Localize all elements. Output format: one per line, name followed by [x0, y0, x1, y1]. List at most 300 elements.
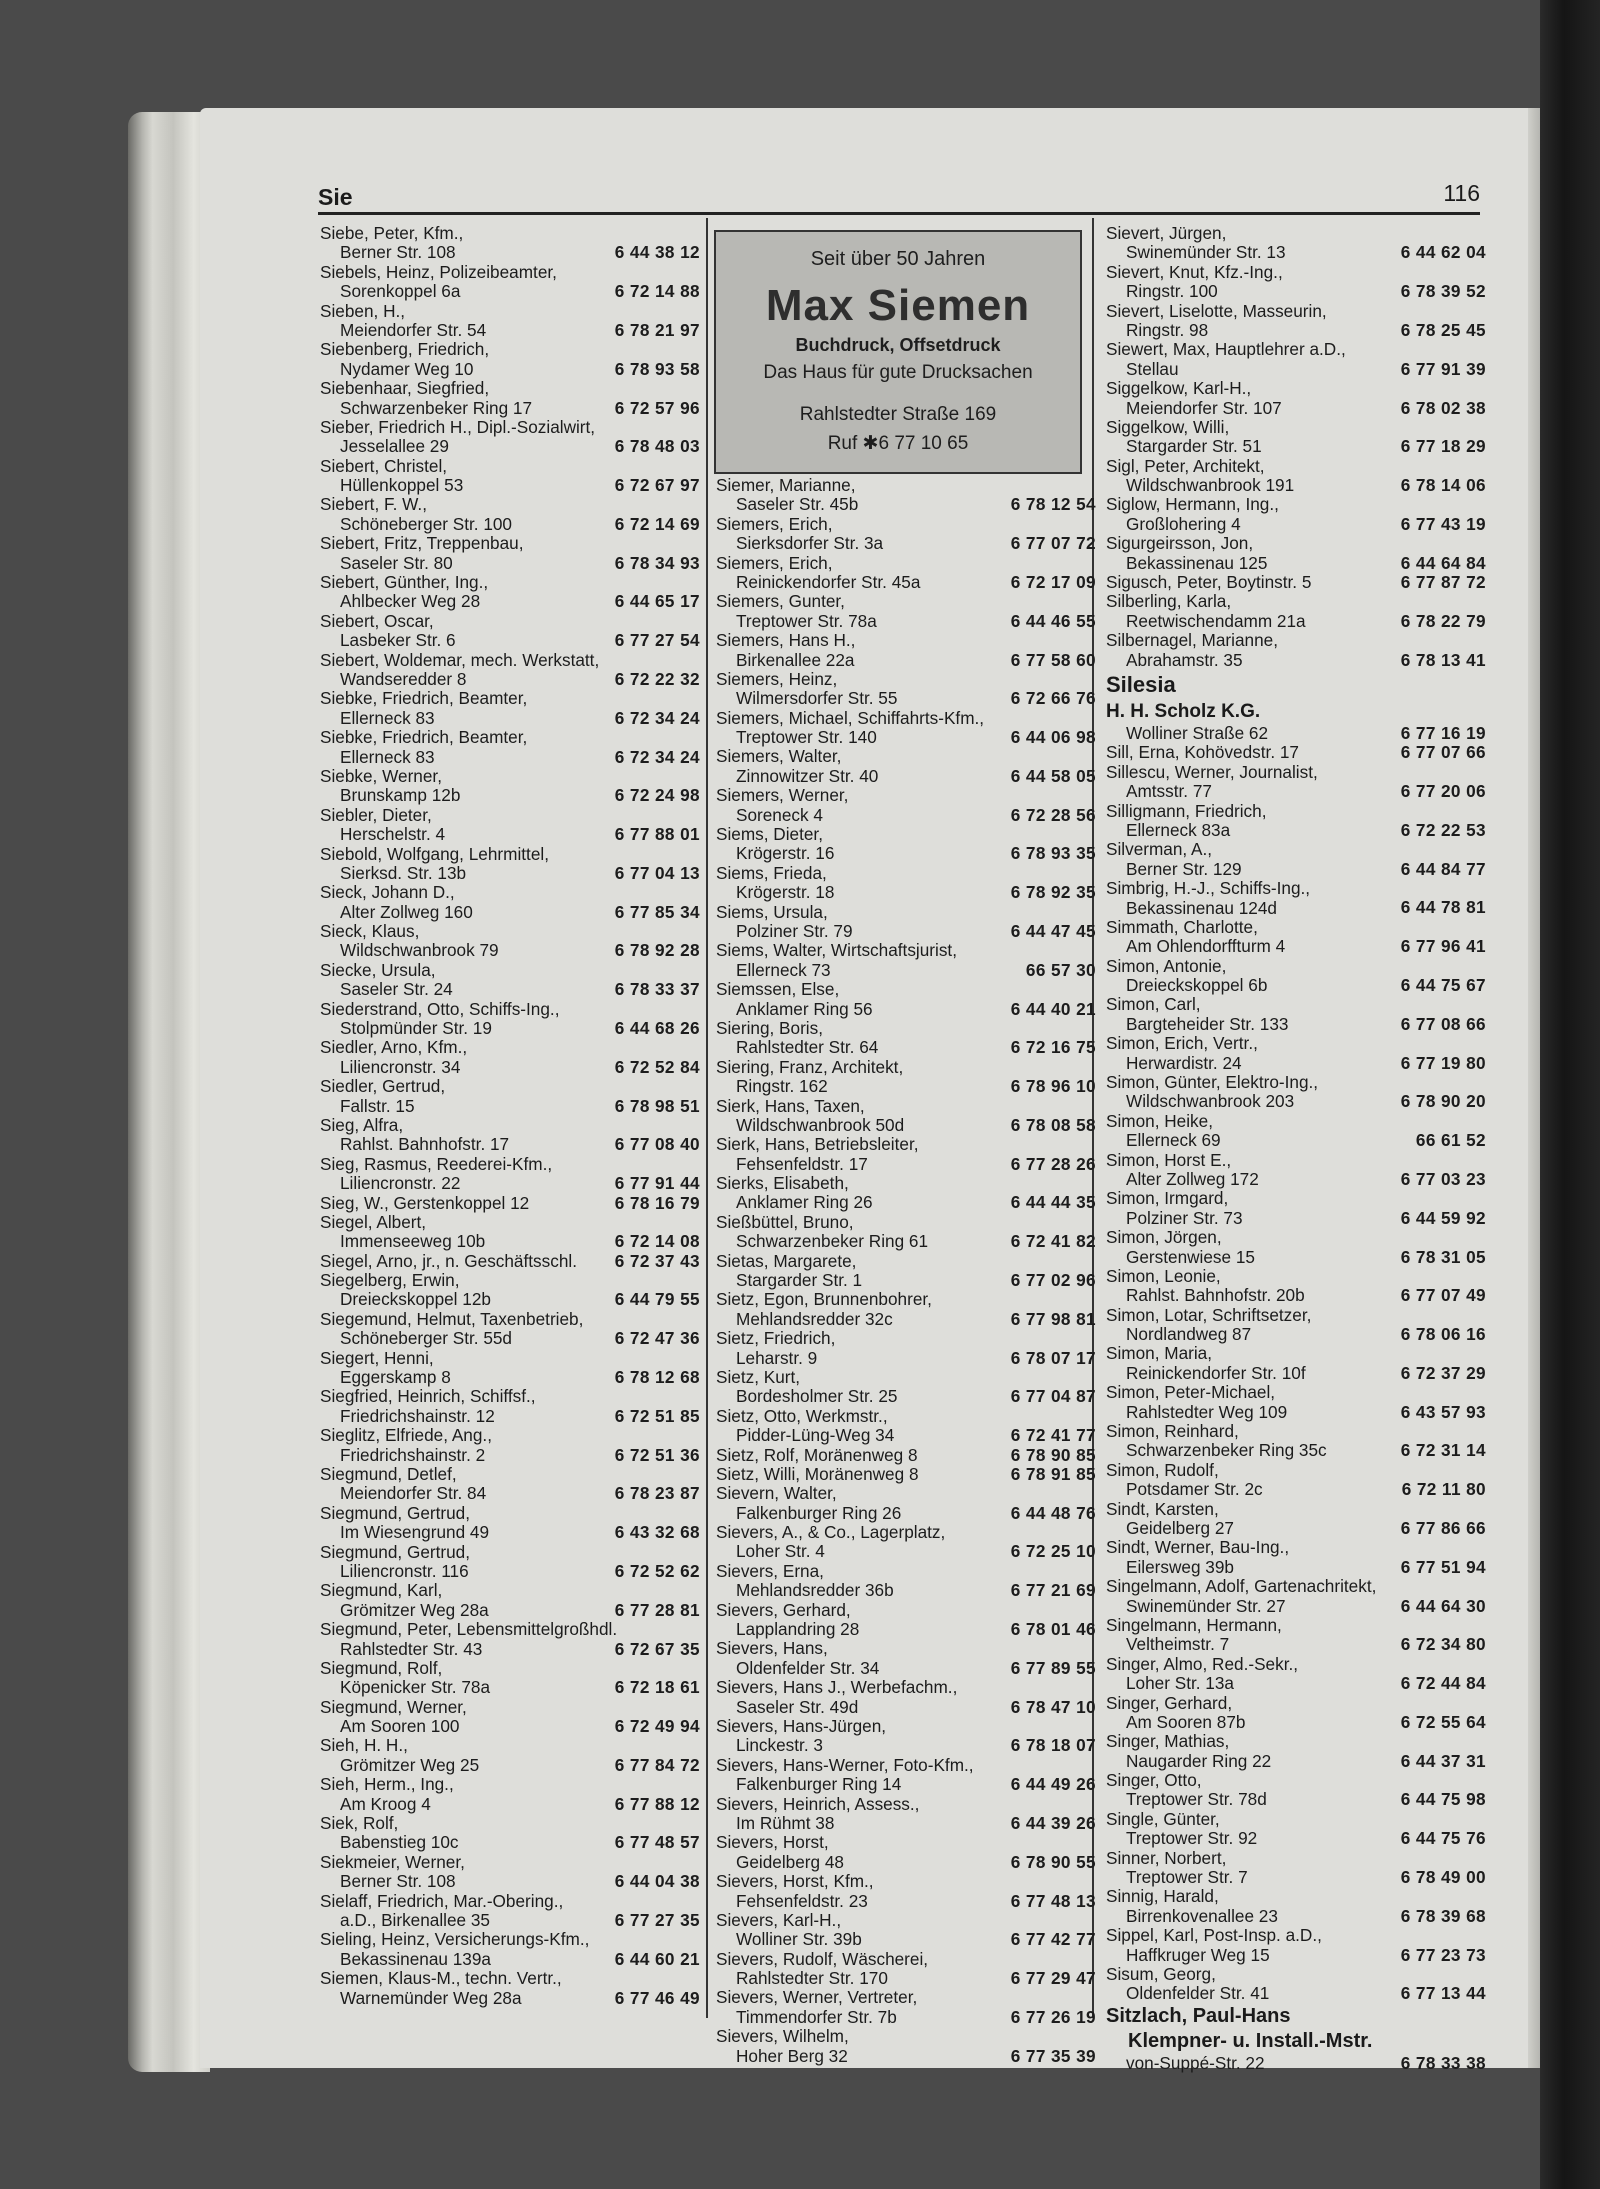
- entry-address: Alter Zollweg 160: [340, 901, 473, 922]
- entry-name: Simon, Carl,: [1106, 994, 1201, 1015]
- entry-address: Wolliner Str. 39b: [736, 1929, 862, 1950]
- directory-entry: [716, 1290, 1096, 1329]
- entry-address: Abrahamstr. 35: [1126, 649, 1243, 670]
- entry-name: Siek, Rolf,: [320, 1813, 399, 1834]
- directory-entry: [320, 689, 700, 728]
- entry-address: Friedrichshainstr. 2: [340, 1444, 486, 1465]
- entry-phone: 6 43 57 93: [1400, 1401, 1486, 1422]
- entry-address: Krögerstr. 16: [736, 843, 835, 864]
- directory-entry: [716, 1795, 1096, 1834]
- directory-entry: [1106, 1655, 1486, 1694]
- entry-address: Lapplandring 28: [736, 1619, 860, 1640]
- entry-address: Schwarzenbeker Ring 61: [736, 1231, 929, 1252]
- entry-name: Simon, Rudolf,: [1106, 1459, 1219, 1480]
- entry-address: Warnemünder Weg 28a: [340, 1987, 522, 2008]
- entry-address: Alter Zollweg 172: [1126, 1168, 1259, 1189]
- entry-address: Im Wiesengrund 49: [340, 1522, 490, 1543]
- entry-phone: 6 78 31 05: [1400, 1246, 1486, 1267]
- directory-entry: [1106, 1732, 1486, 1771]
- entry-name: Sillescu, Werner, Journalist,: [1106, 761, 1318, 782]
- book-page-edges: [128, 112, 210, 2072]
- entry-address: Potsdamer Str. 2c: [1126, 1479, 1263, 1500]
- directory-entry: [716, 1601, 1096, 1640]
- entry-address: Nydamer Weg 10: [340, 358, 474, 379]
- entry-address: Bekassinenau 124d: [1126, 897, 1277, 918]
- entry-name: Sinnig, Harald,: [1106, 1886, 1219, 1907]
- entry-phone: 6 77 07 72: [1010, 533, 1096, 554]
- entry-name: Siegmund, Peter, Lebensmittelgroßhdl.: [320, 1619, 618, 1640]
- entry-name: Simon, Horst E.,: [1106, 1149, 1232, 1170]
- entry-name: Singelmann, Hermann,: [1106, 1614, 1282, 1635]
- directory-column-2: [716, 476, 1096, 2066]
- entry-address: Am Kroog 4: [340, 1793, 431, 1814]
- entry-name: Sievers, A., & Co., Lagerplatz,: [716, 1522, 946, 1543]
- entry-phone: 6 44 84 77: [1400, 858, 1486, 879]
- directory-entry: [320, 418, 700, 457]
- entry-address: Rahlst. Bahnhofstr. 20b: [1126, 1285, 1305, 1306]
- directory-entry: [716, 1950, 1096, 1989]
- entry-name: Sietz, Otto, Werkmstr.,: [716, 1405, 888, 1426]
- directory-entry: [320, 1271, 700, 1310]
- entry-address: Herwardistr. 24: [1126, 1052, 1242, 1073]
- directory-entry: [1106, 379, 1486, 418]
- entry-address: Mehlandsredder 32c: [736, 1308, 893, 1329]
- directory-entry: [716, 1562, 1096, 1601]
- entry-address: Lasbeker Str. 6: [340, 630, 456, 651]
- entry-address: Köpenicker Str. 78a: [340, 1677, 491, 1698]
- entry-name: Siemssen, Else,: [716, 979, 840, 1000]
- directory-entry: [1106, 1538, 1486, 1577]
- entry-name: Siggelkow, Karl-H.,: [1106, 378, 1252, 399]
- directory-entry: [716, 1446, 1096, 1465]
- directory-entry: [716, 1213, 1096, 1252]
- entry-name: Singer, Gerhard,: [1106, 1692, 1233, 1713]
- directory-entry: [320, 1698, 700, 1737]
- entry-phone: 6 72 11 80: [1401, 1479, 1486, 1500]
- directory-entry: [1106, 573, 1486, 592]
- entry-name: Simmath, Charlotte,: [1106, 916, 1258, 937]
- directory-entry: [716, 1639, 1096, 1678]
- entry-phone: 6 77 21 69: [1010, 1580, 1096, 1601]
- directory-entry: [716, 1523, 1096, 1562]
- entry-phone: 6 78 12 54: [1010, 494, 1096, 515]
- directory-entry: [1106, 302, 1486, 341]
- entry-name: Siegelberg, Erwin,: [320, 1270, 460, 1291]
- directory-entry: [1106, 879, 1486, 918]
- entry-address: Berner Str. 129: [1126, 858, 1242, 879]
- directory-entry: [1106, 457, 1486, 496]
- entry-address: Reetwischendamm 21a: [1126, 610, 1306, 631]
- entry-phone: 6 44 39 26: [1010, 1812, 1096, 1833]
- directory-entry: [320, 573, 700, 612]
- directory-entry: [1106, 1383, 1486, 1422]
- entry-phone: 6 77 04 87: [1010, 1386, 1096, 1407]
- entry-name: Siebke, Friedrich, Beamter,: [320, 727, 528, 748]
- entry-name: Sigusch, Peter, Boytinstr. 5: [1106, 572, 1312, 593]
- directory-entry: [320, 1969, 700, 2008]
- directory-entry: [716, 2027, 1096, 2066]
- entry-address: Saseler Str. 45b: [736, 494, 859, 515]
- entry-name: Siebert, F. W.,: [320, 494, 427, 515]
- entry-name: Sietz, Rolf, Moränenweg 8: [716, 1444, 918, 1465]
- entry-name: Siegemund, Helmut, Taxenbetrieb,: [320, 1308, 584, 1329]
- entry-name: Siedler, Gertrud,: [320, 1076, 446, 1097]
- entry-phone: 6 77 29 47: [1010, 1968, 1096, 1989]
- business-phone: 6 78 33 38: [1400, 2052, 1486, 2073]
- entry-address: Immenseeweg 10b: [340, 1231, 486, 1252]
- directory-entry: [320, 534, 700, 573]
- entry-address: Reinickendorfer Str. 45a: [736, 571, 921, 592]
- entry-phone: 66 61 52: [1415, 1130, 1486, 1151]
- entry-address: Ellerneck 73: [736, 959, 831, 980]
- entry-name: Siewert, Max, Hauptlehrer a.D.,: [1106, 339, 1346, 360]
- directory-entry: [320, 1775, 700, 1814]
- directory-entry: [1106, 631, 1486, 670]
- entry-phone: 6 44 49 26: [1010, 1774, 1096, 1795]
- entry-phone: 6 72 67 35: [614, 1638, 700, 1659]
- entry-phone: 6 78 01 46: [1010, 1619, 1096, 1640]
- directory-entry: [716, 1911, 1096, 1950]
- entry-address: Nordlandweg 87: [1126, 1324, 1252, 1345]
- entry-address: Meiendorfer Str. 107: [1126, 397, 1282, 418]
- directory-entry: [716, 1833, 1096, 1872]
- directory-entry: [320, 1426, 700, 1465]
- entry-phone: 6 78 90 20: [1400, 1091, 1486, 1112]
- entry-name: Siebke, Werner,: [320, 765, 442, 786]
- directory-entry: [1106, 1112, 1486, 1151]
- entry-name: Simon, Jörgen,: [1106, 1227, 1222, 1248]
- entry-address: Stargarder Str. 51: [1126, 436, 1262, 457]
- entry-phone: 6 72 16 75: [1010, 1037, 1096, 1058]
- entry-phone: 6 72 14 69: [614, 513, 700, 534]
- entry-phone: 6 44 40 21: [1010, 998, 1096, 1019]
- entry-name: Simbrig, H.-J., Schiffs-Ing.,: [1106, 878, 1311, 899]
- entry-address: Saseler Str. 24: [340, 979, 453, 1000]
- entry-name: Sievers, Werner, Vertreter,: [716, 1987, 918, 2008]
- entry-address: Eilersweg 39b: [1126, 1556, 1234, 1577]
- entry-name: Siering, Boris,: [716, 1017, 823, 1038]
- business-firm-name: H. H. Scholz K.G.: [1106, 700, 1261, 722]
- directory-entry: [320, 1543, 700, 1582]
- business-heading: Silesia: [1106, 671, 1176, 697]
- entry-address: Amtsstr. 77: [1126, 781, 1212, 802]
- entry-address: Fehsenfeldstr. 23: [736, 1890, 868, 1911]
- entry-address: Soreneck 4: [736, 804, 823, 825]
- entry-address: Am Ohlendorffturm 4: [1126, 936, 1286, 957]
- directory-entry: [716, 709, 1096, 748]
- entry-name: Siebenberg, Friedrich,: [320, 339, 490, 360]
- directory-entry: [1106, 340, 1486, 379]
- directory-entry: [716, 747, 1096, 786]
- entry-phone: 6 77 58 60: [1010, 649, 1096, 670]
- entry-phone: 6 44 38 12: [614, 242, 700, 263]
- ad-slogan: Das Haus für gute Drucksachen: [763, 362, 1033, 383]
- entry-address: Naugarder Ring 22: [1126, 1750, 1272, 1771]
- entry-address: Am Sooren 87b: [1126, 1711, 1246, 1732]
- directory-entry: [1106, 995, 1486, 1034]
- entry-phone: 6 77 04 13: [614, 862, 700, 883]
- directory-entry: [1106, 1926, 1486, 1965]
- entry-address: Hoher Berg 32: [736, 2045, 848, 2066]
- entry-phone: 6 78 34 93: [614, 552, 700, 573]
- entry-address: Saseler Str. 80: [340, 552, 453, 573]
- entry-address: Gerstenwiese 15: [1126, 1246, 1255, 1267]
- directory-entry: [716, 554, 1096, 593]
- directory-entry: [716, 941, 1096, 980]
- entry-address: Saseler Str. 49d: [736, 1696, 859, 1717]
- entry-phone: 6 77 87 72: [1400, 572, 1486, 593]
- entry-name: Singer, Otto,: [1106, 1770, 1202, 1791]
- entry-name: Siemers, Heinz,: [716, 668, 838, 689]
- entry-address: Treptower Str. 140: [736, 727, 877, 748]
- entry-phone: 6 78 16 79: [614, 1192, 700, 1213]
- directory-entry: [716, 670, 1096, 709]
- directory-entry: [716, 1174, 1096, 1213]
- entry-phone: 6 44 78 81: [1400, 897, 1486, 918]
- entry-name: Siemers, Erich,: [716, 513, 833, 534]
- entry-phone: 6 78 07 17: [1010, 1347, 1096, 1368]
- entry-name: Sieber, Friedrich H., Dipl.-Sozialwirt,: [320, 416, 596, 437]
- entry-address: Ellerneck 83: [340, 707, 435, 728]
- entry-address: Großlohering 4: [1126, 513, 1241, 534]
- directory-entry: [716, 1135, 1096, 1174]
- entry-phone: 6 44 37 31: [1400, 1750, 1486, 1771]
- entry-address: Zinnowitzer Str. 40: [736, 765, 879, 786]
- entry-address: Wandseredder 8: [340, 668, 467, 689]
- entry-address: Pidder-Lüng-Weg 34: [736, 1425, 895, 1446]
- entry-phone: 6 77 35 39: [1010, 2045, 1096, 2066]
- ad-phone: Ruf ✱6 77 10 65: [827, 433, 969, 454]
- entry-phone: 6 78 06 16: [1400, 1324, 1486, 1345]
- entry-address: Loher Str. 13a: [1126, 1673, 1234, 1694]
- directory-entry: [320, 806, 700, 845]
- entry-address: Wildschwanbrook 191: [1126, 475, 1295, 496]
- entry-phone: 6 44 62 04: [1400, 242, 1486, 263]
- page-number: 116: [1443, 180, 1480, 206]
- directory-entry: [320, 922, 700, 961]
- entry-address: Jesselallee 29: [340, 436, 449, 457]
- entry-phone: 6 77 88 01: [614, 824, 700, 845]
- entry-phone: 6 72 55 64: [1400, 1711, 1486, 1732]
- business-phone: 6 77 16 19: [1400, 722, 1486, 743]
- directory-entry: [1106, 1694, 1486, 1733]
- directory-entry: [320, 1620, 700, 1659]
- entry-phone: 6 72 34 80: [1400, 1634, 1486, 1655]
- directory-entry: [320, 1387, 700, 1426]
- entry-phone: 6 78 90 85: [1010, 1444, 1096, 1465]
- directory-entry: [320, 1853, 700, 1892]
- entry-name: Siegmund, Gertrud,: [320, 1502, 470, 1523]
- directory-entry: [320, 845, 700, 884]
- entry-address: Rahlst. Bahnhofstr. 17: [340, 1134, 510, 1155]
- directory-entry: [320, 1581, 700, 1620]
- directory-entry: [1106, 1034, 1486, 1073]
- entry-phone: 6 78 47 10: [1010, 1696, 1096, 1717]
- entry-name: Sigurgeirsson, Jon,: [1106, 533, 1254, 554]
- entry-name: Siebert, Woldemar, mech. Werkstatt,: [320, 649, 600, 670]
- entry-address: Anklamer Ring 56: [736, 998, 873, 1019]
- ad-services: Buchdruck, Offsetdruck: [795, 335, 1001, 355]
- entry-phone: 6 72 37 43: [614, 1250, 700, 1271]
- entry-address: Im Rühmt 38: [736, 1812, 835, 1833]
- entry-name: Sietz, Egon, Brunnenbohrer,: [716, 1289, 932, 1310]
- directory-entry: [716, 980, 1096, 1019]
- directory-entry: [716, 1678, 1096, 1717]
- entry-name: Sill, Erna, Kohövedstr. 17: [1106, 742, 1299, 763]
- entry-name: Siebert, Christel,: [320, 455, 448, 476]
- entry-phone: 6 44 58 05: [1010, 765, 1096, 786]
- entry-name: Sieck, Klaus,: [320, 921, 420, 942]
- entry-phone: 6 77 20 06: [1400, 781, 1486, 802]
- entry-name: Sievers, Wilhelm,: [716, 2026, 849, 2047]
- directory-entry: [320, 1659, 700, 1698]
- entry-phone: 6 72 67 97: [614, 475, 700, 496]
- entry-address: Veltheimstr. 7: [1126, 1634, 1230, 1655]
- entry-phone: 6 72 52 62: [614, 1560, 700, 1581]
- entry-address: Fehsenfeldstr. 17: [736, 1153, 868, 1174]
- entry-phone: 6 77 23 73: [1400, 1944, 1486, 1965]
- entry-phone: 6 77 07 66: [1400, 742, 1486, 763]
- directory-entry: [716, 786, 1096, 825]
- entry-name: Sießbüttel, Bruno,: [716, 1211, 854, 1232]
- entry-phone: 6 78 23 87: [614, 1483, 700, 1504]
- entry-name: Siemers, Erich,: [716, 552, 833, 573]
- entry-name: Sievers, Erna,: [716, 1560, 824, 1581]
- directory-entry: [716, 1252, 1096, 1291]
- directory-column-3: [1106, 224, 1486, 2073]
- entry-address: Rahlstedter Str. 170: [736, 1968, 888, 1989]
- directory-entry: [320, 1930, 700, 1969]
- entry-phone: 6 44 75 67: [1400, 975, 1486, 996]
- entry-name: Siegmund, Detlef,: [320, 1464, 457, 1484]
- entry-address: Leharstr. 9: [736, 1347, 818, 1368]
- page-header-keyword: Sie: [318, 184, 353, 210]
- entry-address: Bekassinenau 139a: [340, 1948, 491, 1969]
- entry-phone: 6 77 91 39: [1400, 358, 1486, 379]
- entry-name: Sievers, Hans-Werner, Foto-Kfm.,: [716, 1754, 974, 1775]
- directory-entry: [1106, 224, 1486, 263]
- directory-entry: [716, 1717, 1096, 1756]
- entry-phone: 6 78 98 51: [614, 1095, 700, 1116]
- directory-entry: [1106, 1965, 1486, 2004]
- entry-address: Bargteheider Str. 133: [1126, 1013, 1289, 1034]
- entry-address: Ringstr. 162: [736, 1076, 828, 1097]
- entry-name: Siems, Walter, Wirtschaftsjurist,: [716, 940, 957, 961]
- entry-name: Sievers, Horst,: [716, 1832, 829, 1853]
- directory-entry: [320, 1000, 700, 1039]
- entry-name: Simon, Antonie,: [1106, 955, 1227, 976]
- directory-entry: [1106, 763, 1486, 802]
- entry-phone: 6 72 34 24: [614, 746, 700, 767]
- entry-phone: 6 44 48 76: [1010, 1502, 1096, 1523]
- directory-entry: [1106, 1267, 1486, 1306]
- entry-address: Meiendorfer Str. 84: [340, 1483, 487, 1504]
- entry-phone: 6 78 90 55: [1010, 1851, 1096, 1872]
- directory-entry: [716, 825, 1096, 864]
- entry-address: Rahlstedter Str. 43: [340, 1638, 483, 1659]
- entry-name: Siebold, Wolfgang, Lehrmittel,: [320, 843, 549, 864]
- entry-name: Silligmann, Friedrich,: [1106, 800, 1267, 821]
- entry-phone: 6 72 37 29: [1400, 1362, 1486, 1383]
- directory-entry: [320, 224, 700, 263]
- entry-phone: 6 44 68 26: [614, 1018, 700, 1038]
- entry-address: Stellau: [1126, 358, 1179, 379]
- entry-name: Siemers, Walter,: [716, 746, 842, 767]
- entry-address: Sierksd. Str. 13b: [340, 862, 467, 883]
- entry-address: Polziner Str. 73: [1126, 1207, 1243, 1228]
- directory-entry: [1106, 1810, 1486, 1849]
- entry-phone: 6 77 42 77: [1010, 1929, 1096, 1950]
- entry-name: Siemen, Klaus-M., techn. Vertr.,: [320, 1968, 562, 1989]
- business-entry: [1106, 2054, 1486, 2073]
- entry-address: Ellerneck 83: [340, 746, 435, 767]
- entry-phone: 6 78 12 68: [614, 1367, 700, 1388]
- directory-entry: [716, 1465, 1096, 1484]
- entry-address: Haffkruger Weg 15: [1126, 1944, 1270, 1965]
- entry-phone: 6 44 64 30: [1400, 1595, 1486, 1616]
- entry-name: Sieg, Rasmus, Reederei-Kfm.,: [320, 1153, 553, 1174]
- directory-entry: [716, 1872, 1096, 1911]
- entry-address: Schwarzenbeker Ring 35c: [1126, 1440, 1327, 1461]
- entry-phone: 6 77 43 19: [1400, 513, 1486, 534]
- entry-address: Ahlbecker Weg 28: [340, 591, 481, 612]
- entry-name: Sievers, Karl-H.,: [716, 1909, 842, 1930]
- entry-name: Sielaff, Friedrich, Mar.-Obering.,: [320, 1890, 564, 1911]
- entry-phone: 6 72 47 36: [614, 1328, 700, 1349]
- directory-entry: [1106, 1344, 1486, 1383]
- directory-entry: [320, 961, 700, 1000]
- entry-address: Swinemünder Str. 27: [1126, 1595, 1286, 1616]
- entry-name: Simon, Lotar, Schriftsetzer,: [1106, 1304, 1312, 1325]
- entry-name: Simon, Leonie,: [1106, 1265, 1221, 1286]
- business-address: Wolliner Straße 62: [1126, 722, 1269, 743]
- entry-phone: 6 72 17 09: [1010, 571, 1096, 592]
- ad-tagline: Seit über 50 Jahren: [810, 248, 986, 270]
- entry-name: Siegel, Arno, jr., n. Geschäftsschl.: [320, 1250, 577, 1271]
- entry-phone: 6 72 51 36: [614, 1444, 700, 1465]
- entry-name: Simon, Reinhard,: [1106, 1421, 1239, 1442]
- entry-name: Siems, Ursula,: [716, 901, 828, 922]
- entry-phone: 6 72 24 98: [614, 785, 700, 806]
- entry-phone: 6 77 48 57: [614, 1832, 700, 1853]
- entry-address: Treptower Str. 78a: [736, 610, 877, 631]
- entry-phone: 6 72 41 77: [1010, 1425, 1096, 1446]
- entry-name: Siegmund, Werner,: [320, 1696, 467, 1717]
- directory-entry: [1106, 1849, 1486, 1888]
- entry-name: Siegmund, Karl,: [320, 1580, 443, 1601]
- entry-phone: 6 72 34 24: [614, 707, 700, 728]
- entry-name: Sieg, W., Gerstenkoppel 12: [320, 1192, 530, 1213]
- entry-address: Falkenburger Ring 14: [736, 1774, 902, 1795]
- entry-address: Wilmersdorfer Str. 55: [736, 688, 898, 709]
- entry-name: Sievern, Walter,: [716, 1483, 837, 1504]
- ad-address: Rahlstedter Straße 169: [799, 404, 997, 425]
- entry-name: Sindt, Werner, Bau-Ing.,: [1106, 1537, 1290, 1558]
- entry-phone: 6 44 65 17: [614, 591, 700, 612]
- entry-address: Oldenfelder Str. 41: [1126, 1983, 1270, 2004]
- entry-phone: 6 77 86 66: [1400, 1517, 1486, 1538]
- entry-phone: 6 72 44 84: [1400, 1673, 1486, 1694]
- entry-name: Siemers, Hans H.,: [716, 630, 856, 651]
- directory-entry: [1106, 263, 1486, 302]
- directory-column-1: [320, 224, 700, 2008]
- directory-entry: [716, 1019, 1096, 1058]
- directory-entry: [320, 457, 700, 496]
- directory-entry: [1106, 957, 1486, 996]
- directory-entry: [716, 1329, 1096, 1368]
- entry-address: Bordesholmer Str. 25: [736, 1386, 898, 1407]
- entry-phone: 6 72 41 82: [1010, 1231, 1096, 1252]
